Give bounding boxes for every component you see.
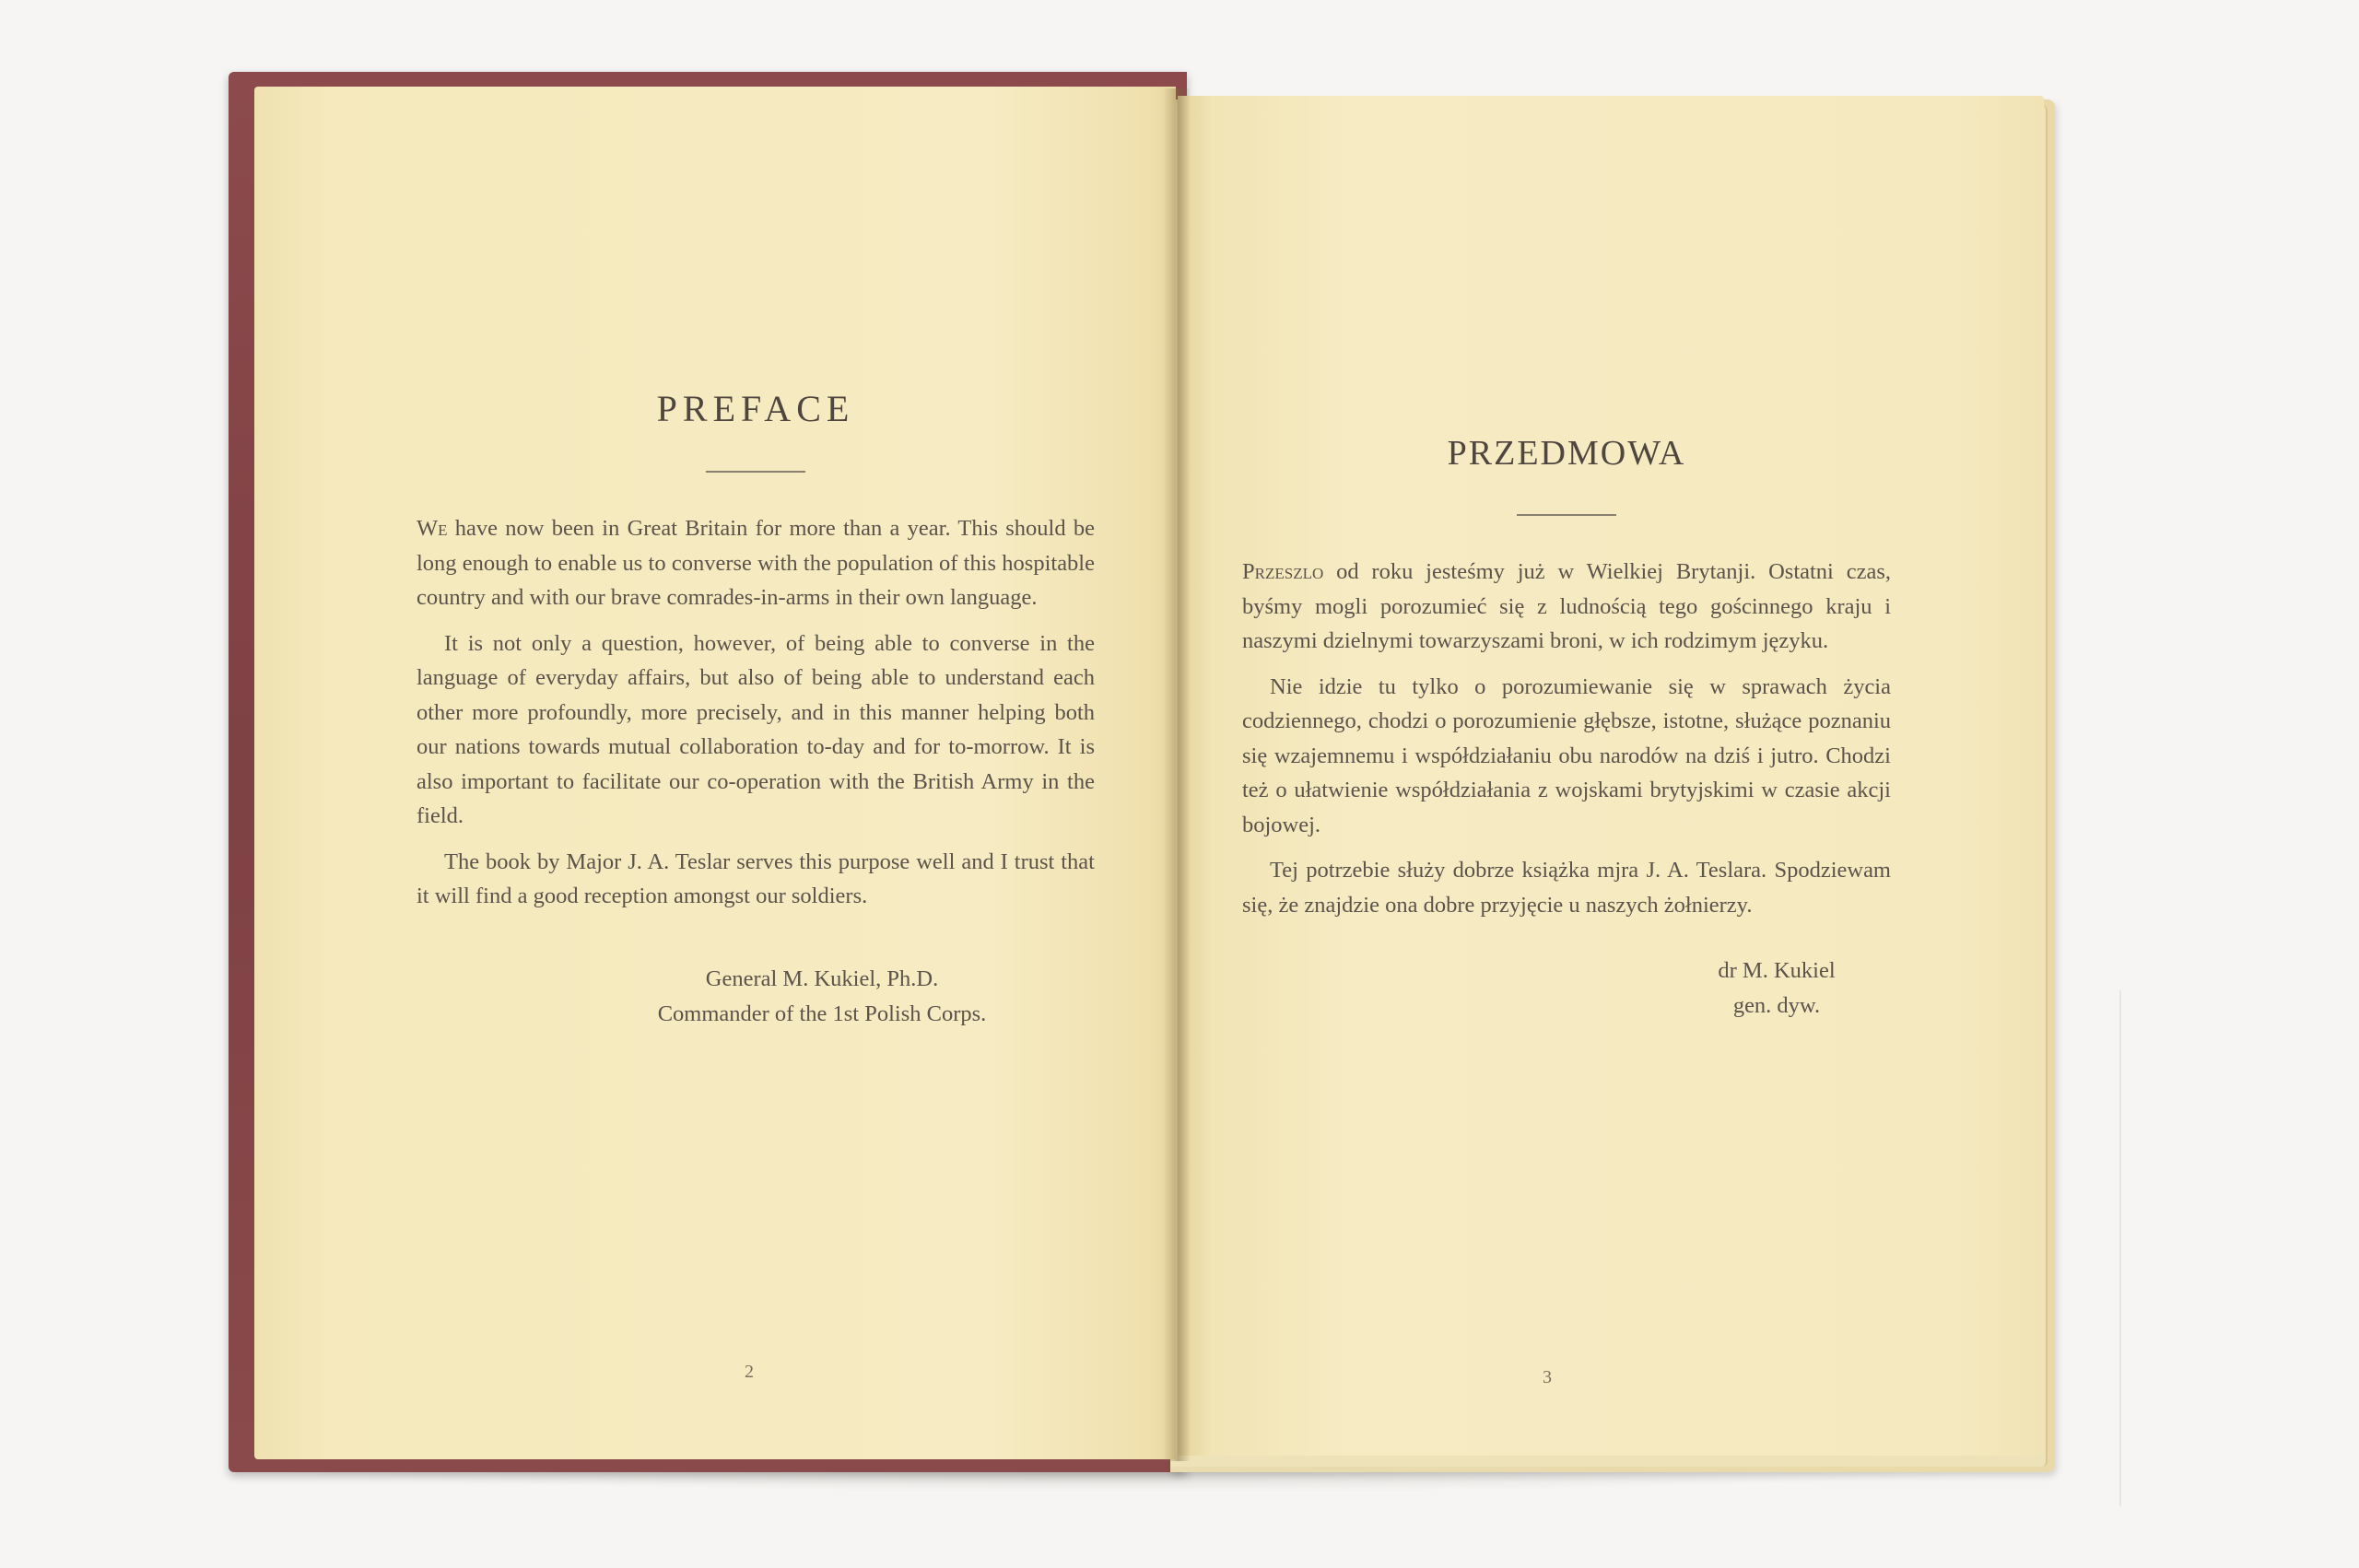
right-page-heading: PRZEDMOWA	[1447, 434, 1686, 473]
right-page-number: 3	[1543, 1367, 1552, 1387]
left-paragraph-1-lead: We	[417, 516, 448, 541]
left-signature-name: General M. Kukiel, Ph.D.	[705, 965, 939, 991]
left-signature	[417, 962, 1015, 1032]
book-gutter	[1163, 88, 1191, 1461]
left-page-heading: PREFACE	[656, 388, 855, 429]
left-page-content	[417, 387, 1095, 1032]
right-paragraph-3	[1242, 853, 1891, 922]
right-heading-rule	[1517, 514, 1616, 516]
right-page-content	[1242, 433, 1891, 1024]
right-paragraph-1-text: od roku jesteśmy już w Wielkiej Brytanji. Ostatni czas, byśmy mogli porozumieć się z ludnością tego gościnnego kraju i naszymi dzielnymi towarzyszami broni, w ich rodzimym języku.	[1242, 559, 1891, 653]
right-signature	[1684, 954, 1869, 1024]
left-paragraph-1	[417, 511, 1095, 615]
left-paragraph-2-text: It is not only a question, however, of being able to converse in the language of everyday affairs, but also of being able to understand each other more profoundly, more precisely, and in this manner helping both our nations towards mutual collaboration to-day and for to-morrow. It is also important to facilitate our co-operation with the British Army in the field.	[417, 630, 1095, 828]
left-paragraph-1-text: have now been in Great Britain for more than a year. This should be long enough to enable us to converse with the population of this hospitable country and with our brave comrades-in-arms in their own language.	[417, 516, 1095, 610]
left-paragraph-2	[417, 626, 1095, 834]
right-signature-title: gen. dyw.	[1732, 993, 1821, 1018]
right-paragraph-2-text: Nie idzie tu tylko o porozumiewanie się w sprawach życia codziennego, chodzi o porozumienie głębsze, istotne, służące poznaniu się wzajemnemu i współdziałaniu obu narodów na dziś i jutro. Chodzi też o ułatwienie współdziałania z wojskami brytyjskimi w czasie akcji bojowej.	[1242, 673, 1891, 837]
left-heading-rule	[706, 471, 805, 473]
right-signature-name: dr M. Kukiel	[1718, 958, 1836, 983]
right-paragraph-1	[1242, 555, 1891, 659]
left-signature-title: Commander of the 1st Polish Corps.	[657, 1000, 987, 1026]
left-paragraph-3	[417, 845, 1095, 914]
left-page-number: 2	[745, 1362, 754, 1382]
right-paragraph-2	[1242, 670, 1891, 843]
right-paragraph-3-text: Tej potrzebie służy dobrze książka mjra J. A. Teslara. Spodziewam się, że znajdzie ona dobre przyjęcie u naszych żołnierzy.	[1242, 858, 1891, 918]
left-paragraph-3-text: The book by Major J. A. Teslar serves this purpose well and I trust that it will find a good reception amongst our soldiers.	[417, 848, 1095, 908]
right-paragraph-1-lead: Przeszlo	[1242, 559, 1324, 584]
background-edge-line	[2119, 990, 2121, 1506]
